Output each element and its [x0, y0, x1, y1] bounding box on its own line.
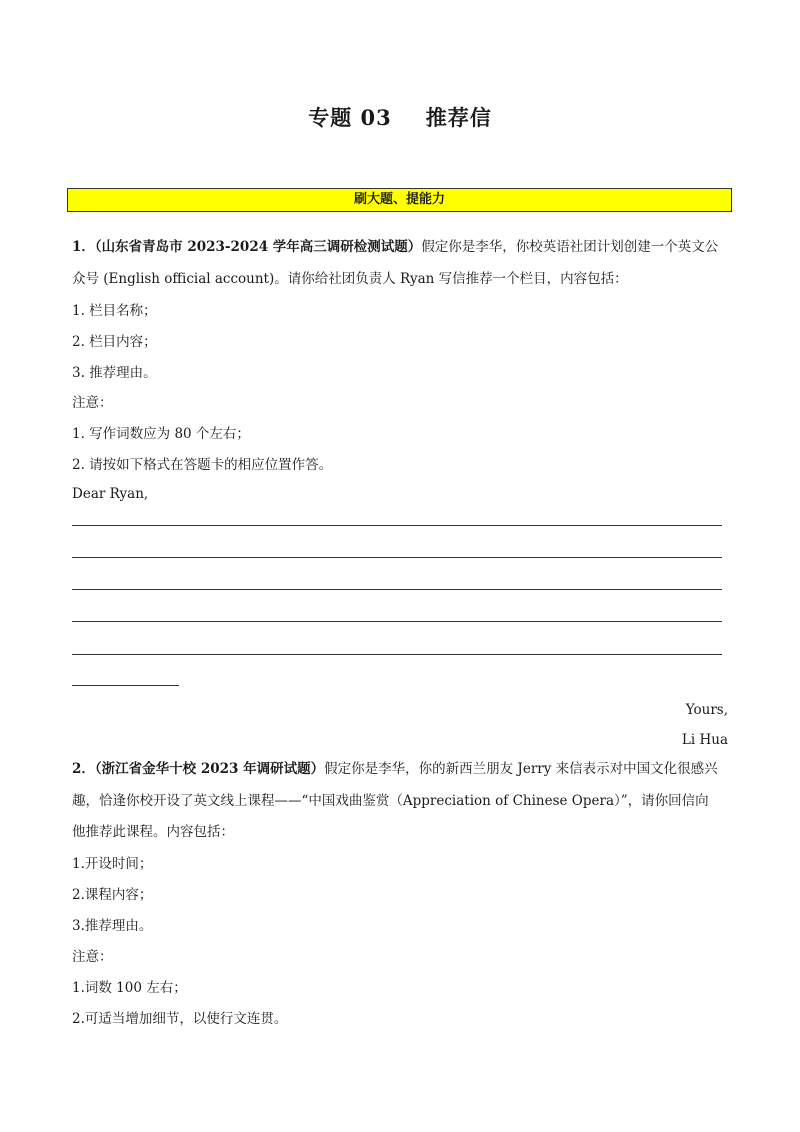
q1-number: 1． — [72, 239, 95, 255]
q2-prompt-start: 假定你是李华，你的新西兰朋友 Jerry 来信表示对中国文化很感兴 — [324, 761, 718, 777]
q2-line-2: 趣，恰逢你校开设了英文线上课程——“中国戏曲鉴赏（Appreciation of Chinese Opera）”，请你回信向 — [72, 793, 709, 809]
page-title — [0, 102, 800, 132]
q2-item-2: 2.课程内容； — [72, 887, 153, 903]
answer-line — [72, 557, 722, 558]
q2-line-3: 他推荐此课程。内容包括： — [72, 824, 234, 840]
q2-item-1: 1.开设时间； — [72, 856, 153, 872]
q1-item-2: 2. 栏目内容； — [72, 334, 157, 350]
answer-line — [72, 525, 722, 526]
q1-prompt-start: 假定你是李华，你校英语社团计划创建一个英文公 — [421, 239, 719, 255]
section-banner: 刷大题、提能力 — [67, 188, 732, 212]
title-subject: 推荐信 — [425, 105, 492, 130]
answer-line — [72, 654, 722, 655]
q2-line-1 — [72, 760, 718, 778]
q1-line-2: 众号 (English official account)。请你给社团负责人 Ryan 写信推荐一个栏目，内容包括： — [72, 271, 628, 287]
q1-note-2: 2. 请按如下格式在答题卡的相应位置作答。 — [72, 457, 333, 473]
answer-line — [72, 621, 722, 622]
q2-note-1: 1.词数 100 左右； — [72, 980, 187, 996]
q1-source: （山东省青岛市 2023-2024 学年高三调研检测试题） — [94, 239, 422, 255]
answer-line — [72, 589, 722, 590]
q1-note-1: 1. 写作词数应为 80 个左右； — [72, 426, 250, 442]
q1-signature: Li Hua — [681, 732, 728, 748]
q1-item-3: 3. 推荐理由。 — [72, 365, 157, 381]
answer-line-short — [72, 685, 179, 686]
q1-note-label: 注意： — [72, 395, 113, 411]
q1-greeting: Dear Ryan, — [72, 486, 149, 502]
q2-note-label: 注意： — [72, 949, 113, 965]
q1-line-1 — [72, 238, 718, 256]
q2-number: 2． — [72, 761, 95, 777]
q2-source: （浙江省金华十校 2023 年调研试题） — [94, 761, 325, 777]
title-topic: 专题 03 — [308, 105, 392, 130]
q2-note-2: 2.可适当增加细节，以使行文连贯。 — [72, 1011, 288, 1027]
q1-closing: Yours, — [685, 702, 728, 718]
q2-item-3: 3.推荐理由。 — [72, 918, 153, 934]
q1-item-1: 1. 栏目名称； — [72, 303, 157, 319]
